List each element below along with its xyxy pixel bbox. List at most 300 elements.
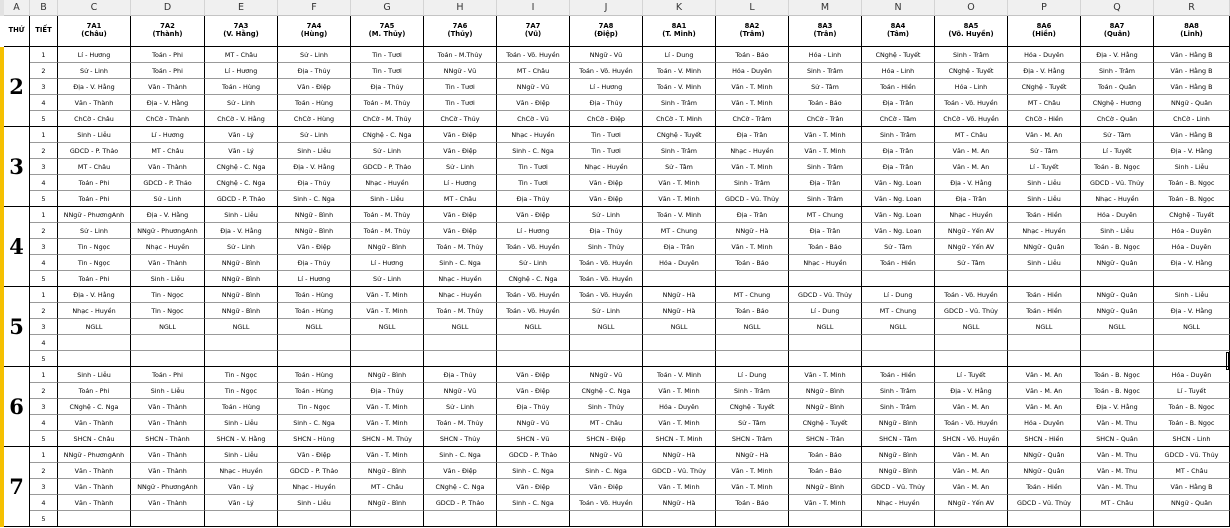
schedule-cell[interactable]: Nhạc - Huyền (1081, 191, 1154, 207)
schedule-cell[interactable]: Sinh - Liễu (58, 127, 131, 143)
schedule-cell[interactable]: Toán - B. Ngọc (1081, 239, 1154, 255)
schedule-cell[interactable]: Toán - Bảo (789, 95, 862, 111)
schedule-cell[interactable] (424, 335, 497, 351)
column-header-j[interactable]: J (570, 0, 643, 16)
schedule-cell[interactable]: Sinh - Trâm (789, 191, 862, 207)
schedule-cell[interactable]: Văn - Thành (58, 95, 131, 111)
schedule-cell[interactable]: Văn - Thành (131, 463, 205, 479)
schedule-cell[interactable]: Sinh - C. Nga (497, 143, 570, 159)
schedule-cell[interactable]: NNgữ - Bình (862, 463, 935, 479)
schedule-cell[interactable]: Hóa - Linh (862, 63, 935, 79)
schedule-cell[interactable]: Sinh - Liễu (1154, 287, 1230, 303)
column-header-k[interactable]: K (643, 0, 716, 16)
schedule-cell[interactable]: Toán - Hiền (862, 255, 935, 271)
schedule-cell[interactable]: Địa - Trân (716, 207, 789, 223)
schedule-cell[interactable]: Văn - T. Minh (716, 463, 789, 479)
schedule-cell[interactable]: SHCN - Tâm (862, 431, 935, 447)
schedule-cell[interactable]: Văn - T. Minh (716, 79, 789, 95)
schedule-cell[interactable]: Địa - Trân (862, 159, 935, 175)
schedule-cell[interactable]: Văn - Điệp (278, 447, 351, 463)
schedule-cell[interactable] (1008, 511, 1081, 527)
schedule-cell[interactable]: Sử - Tâm (935, 255, 1008, 271)
schedule-cell[interactable]: SHCN - Linh (1154, 431, 1230, 447)
schedule-cell[interactable]: Địa - V. Hằng (1008, 63, 1081, 79)
schedule-cell[interactable]: Sinh - Liễu (1008, 191, 1081, 207)
class-header[interactable] (935, 16, 1008, 47)
schedule-cell[interactable] (497, 351, 570, 367)
schedule-cell[interactable]: Nhạc - Huyền (351, 175, 424, 191)
schedule-cell[interactable]: Toán - M. Thủy (351, 207, 424, 223)
schedule-cell[interactable]: Sinh - Liễu (58, 367, 131, 383)
schedule-cell[interactable]: Nhạc - Huyền (58, 303, 131, 319)
column-header-r[interactable]: R (1154, 0, 1230, 16)
column-header-b[interactable]: B (30, 0, 58, 16)
schedule-cell[interactable]: Sinh - Liễu (205, 447, 278, 463)
schedule-cell[interactable] (1154, 351, 1230, 367)
schedule-cell[interactable]: Văn - Điệp (424, 223, 497, 239)
schedule-cell[interactable]: ChCờ - V. Hằng (205, 111, 278, 127)
schedule-cell[interactable]: SHCN - Châu (58, 431, 131, 447)
schedule-cell[interactable]: MT - Châu (1154, 463, 1230, 479)
schedule-cell[interactable]: Lí - Hương (278, 271, 351, 287)
schedule-cell[interactable]: SHCN - M. Thủy (351, 431, 424, 447)
schedule-cell[interactable]: ChCờ - M. Thủy (351, 111, 424, 127)
schedule-cell[interactable]: Địa - Trân (862, 95, 935, 111)
schedule-cell[interactable]: Sinh - Trâm (1081, 63, 1154, 79)
schedule-cell[interactable]: NGLL (570, 319, 643, 335)
schedule-cell[interactable]: Toán - Bảo (716, 255, 789, 271)
schedule-cell[interactable]: Sinh - Liễu (1008, 175, 1081, 191)
schedule-cell[interactable]: NNgữ - Bình (862, 447, 935, 463)
schedule-cell[interactable]: Sinh - Trâm (716, 383, 789, 399)
schedule-cell[interactable] (278, 335, 351, 351)
schedule-cell[interactable]: Văn - Hằng B (1154, 47, 1230, 63)
schedule-cell[interactable]: Văn - Điệp (570, 479, 643, 495)
schedule-cell[interactable]: Tin - Tươi (570, 127, 643, 143)
schedule-cell[interactable]: MT - Chung (643, 223, 716, 239)
class-header[interactable] (58, 16, 131, 47)
schedule-cell[interactable] (424, 511, 497, 527)
schedule-cell[interactable]: Toán - Phi (131, 367, 205, 383)
schedule-cell[interactable]: Sử - Linh (205, 239, 278, 255)
schedule-cell[interactable]: NGLL (1154, 319, 1230, 335)
schedule-cell[interactable]: GDCD - P. Thảo (131, 175, 205, 191)
schedule-cell[interactable]: NGLL (1008, 319, 1081, 335)
class-header[interactable] (789, 16, 862, 47)
schedule-cell[interactable]: Văn - M. An (935, 463, 1008, 479)
schedule-cell[interactable]: Sử - Linh (351, 143, 424, 159)
schedule-cell[interactable]: Toán - Võ. Huyền (497, 47, 570, 63)
schedule-cell[interactable]: Toán - Hùng (278, 287, 351, 303)
schedule-cell[interactable]: NNgữ - PhươngAnh (58, 447, 131, 463)
schedule-cell[interactable]: Nhạc - Huyền (716, 143, 789, 159)
schedule-cell[interactable]: MT - Châu (424, 191, 497, 207)
schedule-cell[interactable]: Địa - Thủy (278, 63, 351, 79)
schedule-cell[interactable]: Địa - Trân (935, 191, 1008, 207)
schedule-cell[interactable] (789, 335, 862, 351)
schedule-cell[interactable]: Tin - Ngọc (131, 303, 205, 319)
schedule-cell[interactable]: Toán - Võ. Huyền (570, 287, 643, 303)
schedule-cell[interactable]: Hóa - Duyên (643, 255, 716, 271)
schedule-cell[interactable]: NNgữ - Quân (1081, 255, 1154, 271)
schedule-cell[interactable]: NNgữ - Quân (1008, 447, 1081, 463)
schedule-cell[interactable]: Toán - B. Ngọc (1081, 383, 1154, 399)
schedule-cell[interactable]: Toán - Hùng (278, 367, 351, 383)
schedule-cell[interactable]: MT - Châu (205, 47, 278, 63)
schedule-cell[interactable]: Sinh - Liễu (131, 383, 205, 399)
schedule-cell[interactable]: Văn - M. An (935, 399, 1008, 415)
schedule-cell[interactable]: Địa - V. Hằng (205, 223, 278, 239)
schedule-cell[interactable]: Địa - V. Hằng (131, 95, 205, 111)
schedule-cell[interactable]: Toán - Hiền (862, 367, 935, 383)
schedule-cell[interactable] (935, 511, 1008, 527)
schedule-cell[interactable]: GDCD - Vũ. Thủy (1081, 175, 1154, 191)
schedule-cell[interactable] (131, 511, 205, 527)
schedule-cell[interactable]: ChCờ - T. Minh (643, 111, 716, 127)
schedule-cell[interactable]: ChCờ - Hùng (278, 111, 351, 127)
schedule-cell[interactable] (1081, 351, 1154, 367)
schedule-cell[interactable]: Sử - Tâm (862, 239, 935, 255)
schedule-cell[interactable]: Văn - Điệp (570, 191, 643, 207)
schedule-cell[interactable]: Toán - Phi (131, 63, 205, 79)
schedule-cell[interactable]: Văn - Hằng B (1154, 479, 1230, 495)
schedule-cell[interactable] (570, 351, 643, 367)
schedule-cell[interactable]: Văn - T. Minh (643, 175, 716, 191)
schedule-cell[interactable]: Văn - Ng. Loan (862, 207, 935, 223)
schedule-cell[interactable] (862, 271, 935, 287)
schedule-cell[interactable]: Văn - Ng. Loan (862, 191, 935, 207)
schedule-cell[interactable]: Tin - Ngọc (131, 287, 205, 303)
schedule-cell[interactable]: Toán - Hiền (862, 79, 935, 95)
schedule-cell[interactable] (643, 351, 716, 367)
schedule-cell[interactable]: Lí - Hương (205, 63, 278, 79)
schedule-cell[interactable]: ChCờ - Quân (1081, 111, 1154, 127)
schedule-cell[interactable]: Toán - Hiền (1008, 207, 1081, 223)
schedule-cell[interactable]: Văn - T. Minh (351, 415, 424, 431)
schedule-cell[interactable]: Địa - Trân (789, 223, 862, 239)
schedule-cell[interactable]: Sinh - Trâm (789, 159, 862, 175)
schedule-cell[interactable]: Sinh - Trâm (862, 383, 935, 399)
schedule-cell[interactable]: NNgữ - Quân (1154, 495, 1230, 511)
schedule-cell[interactable]: Nhạc - Huyền (278, 479, 351, 495)
schedule-cell[interactable]: NNgữ - Bình (278, 223, 351, 239)
schedule-cell[interactable]: NGLL (1081, 319, 1154, 335)
schedule-cell[interactable] (205, 335, 278, 351)
schedule-cell[interactable]: NGLL (58, 319, 131, 335)
schedule-cell[interactable]: Văn - M. An (935, 143, 1008, 159)
schedule-cell[interactable]: GDCD - Vũ. Thủy (1008, 495, 1081, 511)
schedule-cell[interactable]: Tin - Tươi (351, 47, 424, 63)
schedule-cell[interactable]: Sinh - Thủy (570, 399, 643, 415)
schedule-cell[interactable]: Địa - V. Hằng (1154, 143, 1230, 159)
schedule-cell[interactable]: SHCN - Trâm (716, 431, 789, 447)
schedule-cell[interactable]: Toán - Võ. Huyền (935, 415, 1008, 431)
schedule-cell[interactable]: Tin - Tươi (424, 79, 497, 95)
schedule-cell[interactable]: Sinh - Trâm (789, 63, 862, 79)
schedule-cell[interactable]: MT - Chung (789, 207, 862, 223)
schedule-cell[interactable] (716, 335, 789, 351)
schedule-cell[interactable]: NGLL (789, 319, 862, 335)
schedule-cell[interactable]: NNgữ - PhươngAnh (58, 207, 131, 223)
schedule-cell[interactable] (205, 351, 278, 367)
schedule-cell[interactable]: Văn - T. Minh (716, 239, 789, 255)
schedule-cell[interactable]: Lí - Hương (351, 255, 424, 271)
column-header-o[interactable]: O (935, 0, 1008, 16)
schedule-cell[interactable]: NNgữ - Hà (643, 303, 716, 319)
schedule-cell[interactable]: Sử - Linh (131, 191, 205, 207)
schedule-cell[interactable]: Toán - M. Thủy (351, 223, 424, 239)
schedule-cell[interactable]: Toán - M. Thủy (424, 239, 497, 255)
class-header[interactable] (570, 16, 643, 47)
schedule-cell[interactable]: Sử - Linh (58, 223, 131, 239)
schedule-cell[interactable] (1008, 271, 1081, 287)
schedule-cell[interactable]: Tin - Tươi (351, 63, 424, 79)
column-header-d[interactable]: D (131, 0, 205, 16)
class-header[interactable] (205, 16, 278, 47)
schedule-cell[interactable]: Sinh - C. Nga (497, 495, 570, 511)
schedule-cell[interactable]: Nhạc - Huyền (424, 271, 497, 287)
schedule-cell[interactable]: Toán - M. Thủy (424, 415, 497, 431)
schedule-cell[interactable]: Sinh - Liễu (131, 271, 205, 287)
schedule-cell[interactable]: Toán - Phi (58, 383, 131, 399)
schedule-cell[interactable]: NGLL (205, 319, 278, 335)
schedule-cell[interactable]: Địa - V. Hằng (58, 79, 131, 95)
schedule-cell[interactable]: Lí - Dung (862, 287, 935, 303)
schedule-cell[interactable]: Sinh - Liễu (205, 207, 278, 223)
schedule-cell[interactable]: Văn - Điệp (278, 79, 351, 95)
schedule-cell[interactable]: Toán - Võ. Huyền (497, 239, 570, 255)
schedule-cell[interactable]: Lí - Tuyết (935, 367, 1008, 383)
schedule-cell[interactable]: Địa - Thủy (351, 79, 424, 95)
schedule-cell[interactable]: NGLL (716, 319, 789, 335)
schedule-cell[interactable]: Sinh - Liễu (278, 495, 351, 511)
schedule-cell[interactable]: Toán - Võ. Huyền (570, 63, 643, 79)
schedule-cell[interactable]: CNghệ - C. Nga (205, 159, 278, 175)
schedule-cell[interactable]: NNgữ - Hà (716, 447, 789, 463)
schedule-cell[interactable]: Địa - Thủy (351, 383, 424, 399)
class-header[interactable] (278, 16, 351, 47)
schedule-cell[interactable]: Toán - Phi (131, 47, 205, 63)
schedule-cell[interactable]: NGLL (935, 319, 1008, 335)
schedule-cell[interactable]: CNghệ - C. Nga (205, 175, 278, 191)
schedule-cell[interactable]: Văn - Thành (58, 479, 131, 495)
schedule-cell[interactable]: Sử - Linh (424, 159, 497, 175)
schedule-cell[interactable]: Lí - Hương (131, 127, 205, 143)
schedule-cell[interactable]: SHCN - Hiền (1008, 431, 1081, 447)
schedule-cell[interactable]: Địa - Thủy (570, 223, 643, 239)
schedule-cell[interactable]: MT - Chung (862, 303, 935, 319)
schedule-cell[interactable]: Sử - Linh (424, 399, 497, 415)
schedule-cell[interactable]: NNgữ - Hà (643, 495, 716, 511)
class-header[interactable] (643, 16, 716, 47)
schedule-cell[interactable]: Toán - Hùng (278, 95, 351, 111)
schedule-cell[interactable]: Văn - T. Minh (716, 159, 789, 175)
schedule-cell[interactable]: Toán - Quân (1081, 79, 1154, 95)
schedule-cell[interactable]: Văn - T. Minh (716, 479, 789, 495)
schedule-cell[interactable]: MT - Châu (351, 479, 424, 495)
schedule-cell[interactable] (497, 511, 570, 527)
schedule-cell[interactable]: CNghệ - C. Nga (351, 127, 424, 143)
schedule-cell[interactable]: Toán - B. Ngọc (1154, 415, 1230, 431)
schedule-cell[interactable]: Địa - V. Hằng (1154, 255, 1230, 271)
schedule-cell[interactable]: Toán - Võ. Huyền (570, 271, 643, 287)
schedule-cell[interactable]: Nhạc - Huyền (935, 207, 1008, 223)
schedule-cell[interactable] (1008, 335, 1081, 351)
schedule-cell[interactable]: Văn - T. Minh (789, 367, 862, 383)
schedule-cell[interactable]: ChCờ - Võ. Huyền (935, 111, 1008, 127)
schedule-cell[interactable]: Toán - Phi (58, 191, 131, 207)
schedule-cell[interactable]: Văn - Điệp (497, 95, 570, 111)
schedule-cell[interactable]: NGLL (351, 319, 424, 335)
schedule-cell[interactable]: SHCN - T. Minh (643, 431, 716, 447)
schedule-cell[interactable]: Văn - M. An (1008, 127, 1081, 143)
schedule-cell[interactable]: SHCN - Hùng (278, 431, 351, 447)
schedule-cell[interactable]: Văn - M. Thu (1081, 415, 1154, 431)
schedule-cell[interactable]: Địa - Thủy (278, 175, 351, 191)
schedule-cell[interactable]: Văn - Thành (58, 463, 131, 479)
class-header[interactable] (1154, 16, 1230, 47)
schedule-cell[interactable]: Toán - Hiền (1008, 303, 1081, 319)
class-header[interactable] (351, 16, 424, 47)
schedule-cell[interactable]: Toán - Hiền (1008, 287, 1081, 303)
schedule-cell[interactable]: Văn - M. Thu (1081, 447, 1154, 463)
schedule-cell[interactable]: Toán - Phi (58, 271, 131, 287)
schedule-cell[interactable]: Địa - V. Hằng (935, 175, 1008, 191)
schedule-cell[interactable]: CNghệ - Tuyết (716, 399, 789, 415)
schedule-cell[interactable]: CNghệ - Hương (1081, 95, 1154, 111)
schedule-cell[interactable]: NNgữ - Yến AV (935, 495, 1008, 511)
schedule-cell[interactable] (862, 351, 935, 367)
schedule-cell[interactable]: Sử - Linh (58, 63, 131, 79)
schedule-cell[interactable]: CNghệ - C. Nga (570, 383, 643, 399)
schedule-cell[interactable]: ChCờ - Điệp (570, 111, 643, 127)
schedule-cell[interactable]: Sử - Linh (497, 255, 570, 271)
schedule-cell[interactable]: Hóa - Duyên (1154, 367, 1230, 383)
schedule-cell[interactable]: Văn - M. An (935, 159, 1008, 175)
schedule-cell[interactable]: Địa - Thủy (497, 399, 570, 415)
schedule-cell[interactable] (935, 271, 1008, 287)
schedule-cell[interactable]: Sử - Linh (205, 95, 278, 111)
schedule-cell[interactable]: Sinh - C. Nga (278, 191, 351, 207)
schedule-cell[interactable]: ChCờ - Vũ (497, 111, 570, 127)
class-header[interactable] (497, 16, 570, 47)
schedule-cell[interactable]: Văn - Thành (58, 495, 131, 511)
schedule-cell[interactable] (58, 511, 131, 527)
schedule-cell[interactable]: Toán - Hùng (278, 303, 351, 319)
schedule-cell[interactable]: SHCN - Thành (131, 431, 205, 447)
schedule-cell[interactable]: Toán - B. Ngọc (1081, 367, 1154, 383)
schedule-cell[interactable]: Nhạc - Huyền (497, 127, 570, 143)
schedule-cell[interactable]: GDCD - P. Thảo (278, 463, 351, 479)
schedule-cell[interactable]: Văn - Điệp (424, 463, 497, 479)
schedule-cell[interactable]: Toán - B. Ngọc (1154, 175, 1230, 191)
schedule-cell[interactable]: SHCN - Điệp (570, 431, 643, 447)
schedule-cell[interactable]: Toán - Võ. Huyền (497, 287, 570, 303)
schedule-cell[interactable]: Văn - Thành (131, 415, 205, 431)
schedule-cell[interactable]: Tin - Ngọc (58, 255, 131, 271)
schedule-cell[interactable] (278, 511, 351, 527)
schedule-cell[interactable]: Địa - Thủy (497, 191, 570, 207)
schedule-cell[interactable]: CNghệ - Tuyết (789, 415, 862, 431)
schedule-cell[interactable]: Toán - Bảo (716, 303, 789, 319)
schedule-cell[interactable]: NNgữ - Bình (205, 303, 278, 319)
schedule-cell[interactable]: ChCờ - Thành (131, 111, 205, 127)
schedule-cell[interactable] (570, 335, 643, 351)
schedule-cell[interactable]: Văn - Điệp (497, 383, 570, 399)
schedule-cell[interactable]: SHCN - V. Hằng (205, 431, 278, 447)
schedule-cell[interactable]: Toán - Hùng (205, 399, 278, 415)
schedule-cell[interactable]: Nhạc - Huyền (570, 159, 643, 175)
schedule-cell[interactable] (205, 511, 278, 527)
schedule-cell[interactable] (935, 335, 1008, 351)
schedule-cell[interactable]: MT - Châu (1081, 495, 1154, 511)
schedule-cell[interactable] (497, 335, 570, 351)
schedule-cell[interactable]: GDCD - Vũ. Thủy (716, 191, 789, 207)
schedule-cell[interactable]: Văn - T. Minh (643, 383, 716, 399)
schedule-cell[interactable]: Địa - Trân (643, 239, 716, 255)
schedule-cell[interactable] (351, 335, 424, 351)
schedule-cell[interactable]: NNgữ - Vũ (497, 415, 570, 431)
schedule-cell[interactable]: NNgữ - Bình (205, 255, 278, 271)
column-header-h[interactable]: H (424, 0, 497, 16)
schedule-cell[interactable]: SHCN - Vũ (497, 431, 570, 447)
schedule-cell[interactable]: MT - Châu (1008, 95, 1081, 111)
schedule-cell[interactable]: Văn - T. Minh (643, 479, 716, 495)
column-header-p[interactable]: P (1008, 0, 1081, 16)
schedule-cell[interactable]: Nhạc - Huyền (1008, 223, 1081, 239)
schedule-cell[interactable]: Sinh - C. Nga (278, 415, 351, 431)
schedule-cell[interactable]: NNgữ - Bình (789, 383, 862, 399)
schedule-cell[interactable]: Văn - Hằng B (1154, 63, 1230, 79)
schedule-cell[interactable]: SHCN - Thủy (424, 431, 497, 447)
schedule-cell[interactable]: Văn - Ng. Loan (862, 175, 935, 191)
schedule-cell[interactable]: Văn - Thành (131, 79, 205, 95)
schedule-cell[interactable]: Hóa - Duyên (1008, 47, 1081, 63)
schedule-cell[interactable]: CNghệ - Tuyết (1008, 79, 1081, 95)
schedule-cell[interactable]: Hóa - Linh (789, 47, 862, 63)
schedule-cell[interactable]: Lí - Hương (58, 47, 131, 63)
schedule-cell[interactable]: Tin - Ngọc (205, 383, 278, 399)
schedule-cell[interactable]: Văn - Điệp (424, 143, 497, 159)
schedule-cell[interactable]: Toán - Bảo (716, 495, 789, 511)
schedule-cell[interactable]: GDCD - Vũ. Thủy (935, 303, 1008, 319)
schedule-cell[interactable] (1081, 511, 1154, 527)
schedule-cell[interactable] (716, 511, 789, 527)
schedule-cell[interactable]: GDCD - Vũ. Thủy (643, 463, 716, 479)
schedule-cell[interactable]: NNgữ - PhươngAnh (131, 479, 205, 495)
schedule-cell[interactable]: NNgữ - Quân (1008, 463, 1081, 479)
schedule-cell[interactable]: Văn - Thành (131, 447, 205, 463)
schedule-cell[interactable]: MT - Châu (497, 63, 570, 79)
schedule-cell[interactable]: NNgữ - Vũ (497, 79, 570, 95)
schedule-cell[interactable] (1081, 271, 1154, 287)
schedule-cell[interactable]: Địa - V. Hằng (1081, 399, 1154, 415)
schedule-cell[interactable] (716, 351, 789, 367)
schedule-cell[interactable]: Sinh - Thủy (570, 239, 643, 255)
schedule-cell[interactable]: Văn - M. Thu (1081, 463, 1154, 479)
schedule-cell[interactable]: Địa - V. Hằng (1081, 47, 1154, 63)
schedule-cell[interactable]: Văn - Ng. Loan (862, 223, 935, 239)
schedule-cell[interactable]: NNgữ - Quân (1154, 95, 1230, 111)
schedule-cell[interactable]: SHCN - Võ. Huyền (935, 431, 1008, 447)
schedule-cell[interactable] (351, 351, 424, 367)
schedule-cell[interactable] (862, 335, 935, 351)
schedule-cell[interactable]: NNgữ - Vũ (570, 367, 643, 383)
schedule-cell[interactable]: Nhạc - Huyền (789, 255, 862, 271)
schedule-cell[interactable] (1154, 271, 1230, 287)
schedule-cell[interactable]: Toán - B. Ngọc (1154, 191, 1230, 207)
schedule-cell[interactable]: Văn - M. An (1008, 399, 1081, 415)
